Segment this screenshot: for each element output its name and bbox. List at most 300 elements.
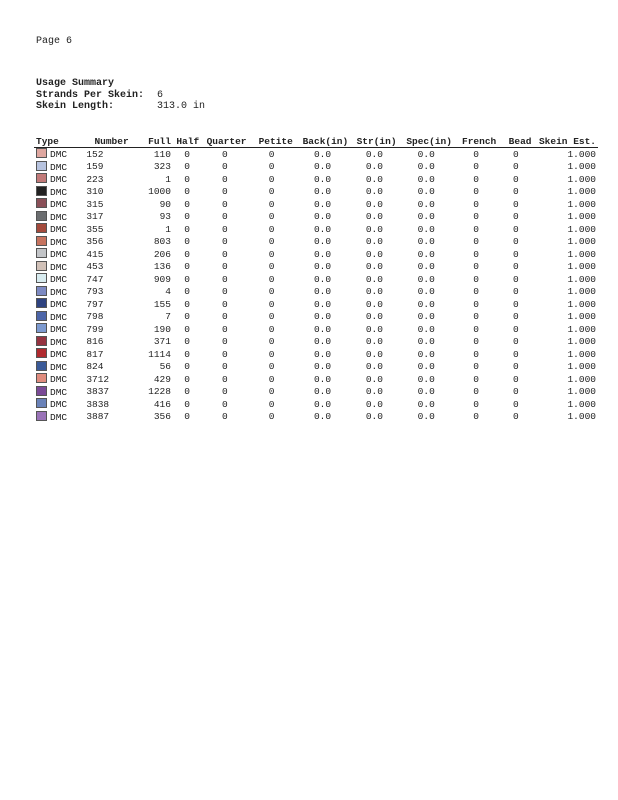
cell-str: 0.0 [365, 261, 383, 272]
cell-spec: 0.0 [417, 148, 435, 160]
cell-type [34, 386, 80, 399]
cell-spec: 0.0 [417, 323, 435, 335]
cell-spec: 0.0 [417, 186, 435, 197]
cell-petite: 0 [268, 186, 275, 197]
cell-quarter: 0 [221, 323, 228, 335]
cell-skein: 1.000 [567, 286, 596, 297]
col-header-bead: Bead [498, 135, 533, 148]
cell-skein: 1.000 [567, 311, 596, 322]
cell-half: 0 [184, 311, 190, 322]
cell-petite: 0 [268, 211, 275, 222]
cell-bead: 0 [513, 148, 519, 160]
cell-bead: 0 [513, 398, 519, 410]
table-row [34, 298, 598, 311]
thread-type: DMC [50, 386, 68, 398]
cell-skein: 1.000 [567, 186, 596, 197]
table-row [34, 311, 598, 324]
cell-full: 7 [165, 311, 171, 322]
cell-str: 0.0 [365, 148, 383, 160]
cell-skein: 1.000 [567, 411, 596, 422]
cell-back: 0.0 [313, 361, 332, 372]
table-row [34, 248, 598, 261]
thread-type: DMC [50, 324, 68, 335]
thread-type: DMC [50, 199, 68, 210]
cell-petite: 0 [268, 261, 275, 272]
color-swatch [36, 336, 47, 346]
cell-french: 0 [473, 223, 479, 235]
cell-half: 0 [184, 148, 190, 160]
cell-str: 0.0 [365, 298, 383, 310]
skein-length-label: Skein Length: [36, 101, 115, 112]
cell-spec: 0.0 [417, 161, 435, 172]
cell-full: 323 [153, 161, 171, 172]
cell-number: 3837 [86, 386, 110, 397]
cell-petite: 0 [268, 398, 275, 410]
thread-type: DMC [50, 286, 68, 298]
cell-half: 0 [184, 248, 190, 260]
cell-number: 355 [86, 223, 104, 235]
cell-full: 4 [165, 286, 171, 297]
cell-str: 0.0 [365, 311, 383, 322]
cell-full: 206 [153, 248, 171, 260]
cell-back: 0.0 [313, 223, 332, 235]
cell-quarter: 0 [221, 186, 228, 197]
cell-half: 0 [184, 323, 190, 335]
cell-full: 155 [153, 298, 171, 310]
cell-number: 817 [86, 348, 104, 360]
color-swatch [36, 161, 47, 171]
cell-petite: 0 [268, 286, 275, 297]
table-row [34, 361, 598, 374]
cell-type [34, 361, 80, 374]
cell-skein: 1.000 [567, 398, 596, 410]
cell-type [34, 186, 80, 199]
cell-number: 3838 [86, 398, 110, 410]
cell-petite: 0 [268, 336, 275, 347]
thread-type: DMC [50, 224, 68, 235]
col-header-back: Back(in) [295, 135, 350, 148]
cell-french: 0 [473, 398, 479, 410]
cell-full: 1114 [148, 348, 171, 360]
cell-spec: 0.0 [417, 211, 435, 222]
cell-str: 0.0 [365, 173, 383, 185]
cell-number: 799 [86, 323, 104, 335]
color-swatch [36, 411, 47, 421]
col-header-number: Number [80, 135, 130, 148]
cell-bead: 0 [513, 211, 519, 222]
cell-spec: 0.0 [417, 411, 435, 422]
thread-type: DMC [50, 186, 68, 198]
cell-petite: 0 [268, 273, 275, 285]
cell-number: 356 [86, 236, 104, 247]
cell-back: 0.0 [313, 148, 332, 160]
cell-quarter: 0 [221, 148, 228, 160]
cell-str: 0.0 [365, 161, 383, 172]
cell-back: 0.0 [313, 348, 332, 360]
table-row [34, 323, 598, 336]
col-header-quarter: Quarter [201, 135, 248, 148]
thread-type: DMC [50, 336, 68, 348]
cell-quarter: 0 [221, 236, 228, 247]
thread-type: DMC [50, 174, 68, 185]
cell-back: 0.0 [313, 373, 332, 385]
cell-full: 93 [159, 211, 171, 222]
cell-spec: 0.0 [417, 386, 435, 397]
cell-full: 416 [153, 398, 171, 410]
cell-full: 190 [153, 323, 171, 335]
cell-skein: 1.000 [567, 148, 596, 160]
skein-length-value: 313.0 in [157, 101, 206, 112]
col-header-skein-est: Skein Est. [533, 135, 598, 148]
cell-full: 136 [153, 261, 171, 272]
thread-type: DMC [50, 274, 68, 285]
cell-french: 0 [473, 261, 479, 272]
cell-half: 0 [184, 386, 190, 397]
cell-french: 0 [473, 211, 479, 222]
color-swatch [36, 398, 47, 408]
cell-str: 0.0 [365, 248, 383, 260]
thread-type: DMC [50, 236, 68, 248]
color-swatch [36, 386, 47, 396]
cell-half: 0 [184, 348, 190, 360]
cell-quarter: 0 [221, 223, 228, 235]
color-swatch [36, 248, 47, 258]
cell-back: 0.0 [313, 411, 332, 422]
color-swatch [36, 373, 47, 383]
cell-full: 1 [165, 173, 171, 185]
cell-half: 0 [184, 336, 190, 347]
cell-french: 0 [473, 348, 479, 360]
cell-skein: 1.000 [567, 336, 596, 347]
cell-type [34, 211, 80, 224]
cell-back: 0.0 [313, 336, 332, 347]
cell-half: 0 [184, 211, 190, 222]
cell-number: 798 [86, 311, 104, 322]
cell-type [34, 223, 80, 236]
cell-str: 0.0 [365, 361, 383, 372]
cell-petite: 0 [268, 348, 275, 360]
cell-french: 0 [473, 236, 479, 247]
cell-french: 0 [473, 173, 479, 185]
cell-quarter: 0 [221, 361, 228, 372]
table-row [34, 161, 598, 174]
table-row [34, 198, 598, 211]
cell-petite: 0 [268, 161, 275, 172]
cell-petite: 0 [268, 236, 275, 247]
cell-back: 0.0 [313, 211, 332, 222]
table-row [34, 386, 598, 399]
cell-bead: 0 [513, 186, 519, 197]
cell-type [34, 311, 80, 324]
cell-quarter: 0 [221, 273, 228, 285]
thread-type: DMC [50, 211, 68, 223]
cell-back: 0.0 [313, 323, 332, 335]
cell-quarter: 0 [221, 386, 228, 397]
cell-type [34, 336, 80, 349]
cell-quarter: 0 [221, 211, 228, 222]
color-swatch [36, 173, 47, 183]
cell-type [34, 298, 80, 311]
cell-quarter: 0 [221, 336, 228, 347]
cell-quarter: 0 [221, 298, 228, 310]
cell-spec: 0.0 [417, 198, 435, 210]
thread-type: DMC [50, 249, 68, 260]
cell-back: 0.0 [313, 311, 332, 322]
thread-type: DMC [50, 399, 68, 410]
cell-skein: 1.000 [567, 161, 596, 172]
table-row [34, 261, 598, 274]
cell-full: 1228 [148, 386, 171, 397]
cell-back: 0.0 [313, 186, 332, 197]
cell-number: 3887 [86, 411, 110, 422]
summary-title: Usage Summary [36, 78, 115, 89]
cell-full: 803 [153, 236, 171, 247]
cell-type [34, 323, 80, 336]
cell-half: 0 [184, 223, 190, 235]
table-header [34, 135, 598, 148]
col-header-petite: Petite [248, 135, 294, 148]
cell-petite: 0 [268, 173, 275, 185]
color-swatch [36, 148, 47, 158]
table-row [34, 211, 598, 224]
cell-half: 0 [184, 261, 190, 272]
cell-bead: 0 [513, 373, 519, 385]
cell-quarter: 0 [221, 161, 228, 172]
cell-type [34, 148, 80, 161]
cell-spec: 0.0 [417, 286, 435, 297]
cell-half: 0 [184, 273, 190, 285]
cell-back: 0.0 [313, 261, 332, 272]
cell-number: 415 [86, 248, 104, 260]
cell-number: 816 [86, 336, 104, 347]
cell-type [34, 236, 80, 249]
cell-petite: 0 [268, 311, 275, 322]
cell-type [34, 198, 80, 211]
cell-french: 0 [473, 361, 479, 372]
cell-full: 1000 [148, 186, 171, 197]
cell-spec: 0.0 [417, 373, 435, 385]
cell-back: 0.0 [313, 398, 332, 410]
thread-type: DMC [50, 299, 68, 310]
cell-str: 0.0 [365, 398, 383, 410]
cell-quarter: 0 [221, 198, 228, 210]
cell-bead: 0 [513, 311, 519, 322]
cell-half: 0 [184, 298, 190, 310]
col-header-spec: Spec(in) [399, 135, 454, 148]
table-row [34, 286, 598, 299]
cell-str: 0.0 [365, 286, 383, 297]
color-swatch [36, 211, 47, 221]
cell-half: 0 [184, 173, 190, 185]
table-row [34, 411, 598, 424]
col-header-str: Str(in) [350, 135, 398, 148]
cell-bead: 0 [513, 361, 519, 372]
cell-quarter: 0 [221, 173, 228, 185]
cell-french: 0 [473, 336, 479, 347]
table-row [34, 148, 598, 161]
cell-spec: 0.0 [417, 273, 435, 285]
cell-petite: 0 [268, 223, 275, 235]
cell-back: 0.0 [313, 248, 332, 260]
cell-petite: 0 [268, 248, 275, 260]
cell-half: 0 [184, 411, 190, 422]
cell-spec: 0.0 [417, 361, 435, 372]
cell-quarter: 0 [221, 261, 228, 272]
cell-back: 0.0 [313, 386, 332, 397]
cell-french: 0 [473, 386, 479, 397]
cell-skein: 1.000 [567, 323, 596, 335]
cell-bead: 0 [513, 336, 519, 347]
cell-str: 0.0 [365, 198, 383, 210]
cell-petite: 0 [268, 373, 275, 385]
cell-type [34, 398, 80, 411]
cell-back: 0.0 [313, 198, 332, 210]
cell-bead: 0 [513, 173, 519, 185]
cell-number: 793 [86, 286, 104, 297]
cell-str: 0.0 [365, 186, 383, 197]
cell-half: 0 [184, 198, 190, 210]
color-swatch [36, 261, 47, 271]
cell-quarter: 0 [221, 286, 228, 297]
cell-spec: 0.0 [417, 348, 435, 360]
col-header-type: Type [34, 135, 80, 148]
cell-type [34, 411, 80, 424]
cell-full: 56 [159, 361, 171, 372]
cell-full: 110 [153, 148, 171, 160]
cell-bead: 0 [513, 223, 519, 235]
usage-summary [36, 78, 205, 113]
cell-number: 223 [86, 173, 104, 185]
cell-back: 0.0 [313, 161, 332, 172]
cell-type [34, 161, 80, 174]
cell-full: 429 [153, 373, 171, 385]
cell-spec: 0.0 [417, 236, 435, 247]
cell-quarter: 0 [221, 373, 228, 385]
cell-full: 356 [153, 411, 171, 422]
cell-bead: 0 [513, 323, 519, 335]
cell-french: 0 [473, 161, 479, 172]
cell-skein: 1.000 [567, 386, 596, 397]
cell-half: 0 [184, 286, 190, 297]
cell-str: 0.0 [365, 323, 383, 335]
cell-back: 0.0 [313, 173, 332, 185]
color-swatch [36, 198, 47, 208]
cell-full: 371 [153, 336, 171, 347]
cell-bead: 0 [513, 198, 519, 210]
cell-petite: 0 [268, 323, 275, 335]
cell-type [34, 286, 80, 299]
cell-bead: 0 [513, 286, 519, 297]
col-header-full: Full [131, 135, 173, 148]
cell-half: 0 [184, 373, 190, 385]
cell-number: 797 [86, 298, 104, 310]
cell-number: 747 [86, 273, 104, 285]
cell-number: 159 [86, 161, 104, 172]
cell-number: 453 [86, 261, 104, 272]
cell-full: 90 [159, 198, 171, 210]
cell-bead: 0 [513, 298, 519, 310]
cell-quarter: 0 [221, 348, 228, 360]
cell-petite: 0 [268, 298, 275, 310]
cell-quarter: 0 [221, 311, 228, 322]
cell-number: 824 [86, 361, 104, 372]
cell-str: 0.0 [365, 386, 383, 397]
table-row [34, 236, 598, 249]
cell-petite: 0 [268, 411, 275, 422]
cell-str: 0.0 [365, 223, 383, 235]
table-row [34, 398, 598, 411]
cell-type [34, 348, 80, 361]
cell-petite: 0 [268, 386, 275, 397]
cell-bead: 0 [513, 386, 519, 397]
thread-type: DMC [50, 374, 68, 385]
cell-skein: 1.000 [567, 236, 596, 247]
cell-number: 310 [86, 186, 104, 197]
col-header-half: Half [173, 135, 201, 148]
cell-french: 0 [473, 148, 479, 160]
cell-half: 0 [184, 161, 190, 172]
cell-type [34, 248, 80, 261]
cell-half: 0 [184, 186, 190, 197]
table-row [34, 173, 598, 186]
cell-french: 0 [473, 273, 479, 285]
cell-french: 0 [473, 198, 479, 210]
cell-number: 315 [86, 198, 104, 210]
cell-quarter: 0 [221, 398, 228, 410]
cell-spec: 0.0 [417, 173, 435, 185]
table-row [34, 373, 598, 386]
cell-skein: 1.000 [567, 348, 596, 360]
color-swatch [36, 236, 47, 246]
cell-half: 0 [184, 398, 190, 410]
cell-bead: 0 [513, 411, 519, 422]
table-row [34, 186, 598, 199]
cell-skein: 1.000 [567, 373, 596, 385]
cell-french: 0 [473, 298, 479, 310]
usage-table [34, 135, 598, 423]
cell-back: 0.0 [313, 286, 332, 297]
cell-bead: 0 [513, 248, 519, 260]
cell-bead: 0 [513, 261, 519, 272]
color-swatch [36, 186, 47, 196]
cell-french: 0 [473, 286, 479, 297]
thread-type: DMC [50, 149, 68, 160]
cell-type [34, 261, 80, 274]
cell-spec: 0.0 [417, 336, 435, 347]
cell-spec: 0.0 [417, 398, 435, 410]
table-row [34, 336, 598, 349]
cell-full: 1 [165, 223, 171, 235]
strands-value: 6 [157, 89, 164, 101]
cell-petite: 0 [268, 198, 275, 210]
cell-str: 0.0 [365, 336, 383, 347]
cell-spec: 0.0 [417, 298, 435, 310]
table-row [34, 348, 598, 361]
thread-type: DMC [50, 261, 68, 273]
color-swatch [36, 323, 47, 333]
cell-full: 909 [153, 273, 171, 285]
cell-skein: 1.000 [567, 273, 596, 285]
cell-skein: 1.000 [567, 298, 596, 310]
cell-skein: 1.000 [567, 211, 596, 222]
cell-petite: 0 [268, 148, 275, 160]
cell-bead: 0 [513, 273, 519, 285]
cell-bead: 0 [513, 236, 519, 247]
cell-number: 3712 [86, 373, 110, 385]
cell-str: 0.0 [365, 211, 383, 222]
cell-str: 0.0 [365, 273, 383, 285]
strands-label: Strands Per Skein: [36, 89, 145, 101]
